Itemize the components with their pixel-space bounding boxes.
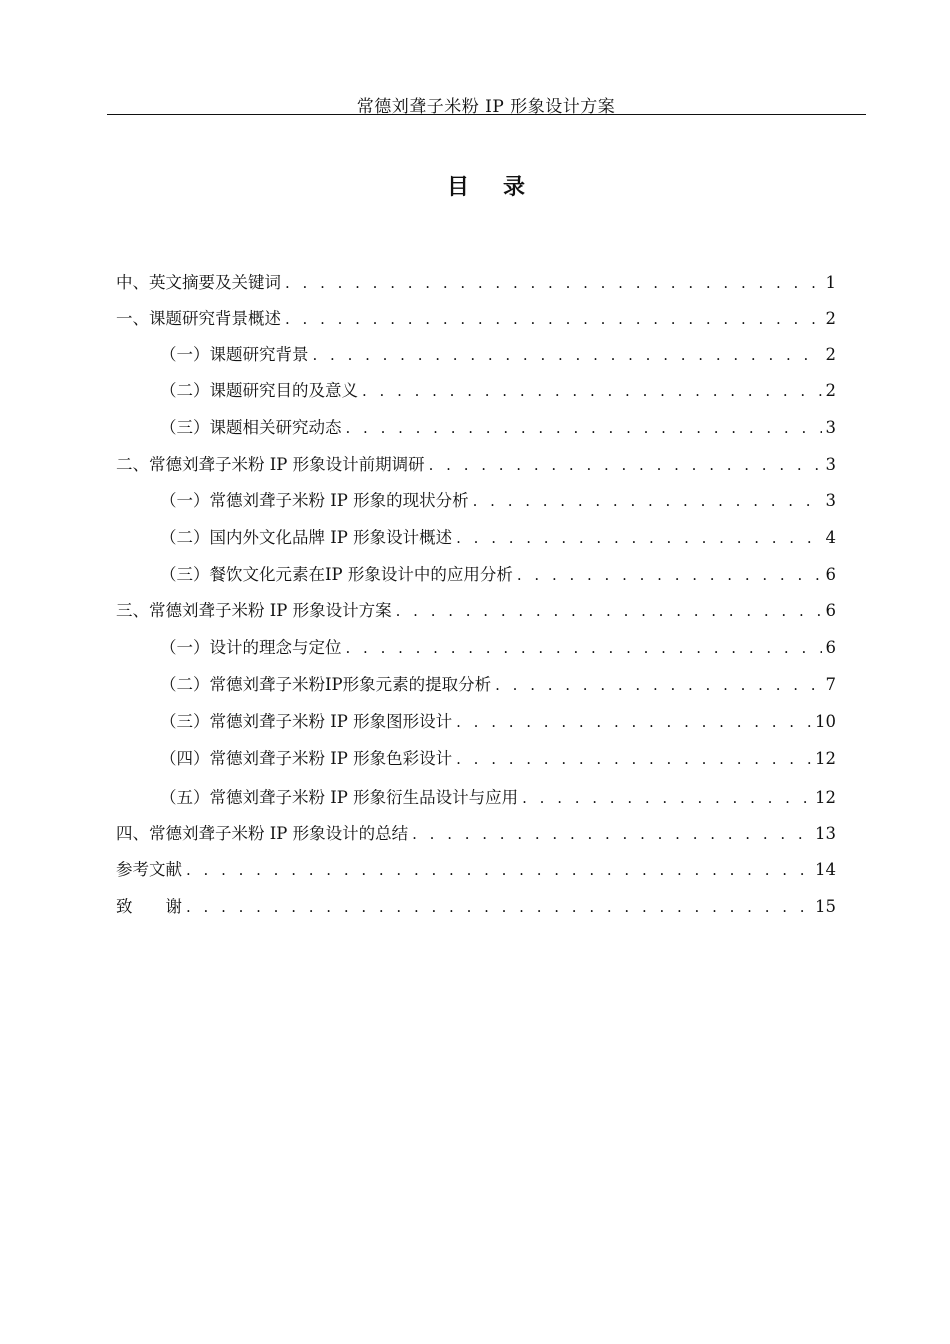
- toc-entry[interactable]: [116, 453, 836, 477]
- toc-entry-page: 4: [825, 528, 836, 547]
- toc-entry-page: 2: [825, 345, 836, 364]
- toc-entry-page: 6: [825, 601, 836, 620]
- toc-leader-dots: [522, 786, 811, 810]
- toc-leader-dots: [285, 307, 822, 331]
- toc-entry-label: （一）常德刘聋子米粉 IP 形象的现状分析: [160, 491, 469, 510]
- toc-entry-page: 2: [825, 381, 836, 400]
- toc-entry-page: 10: [815, 712, 836, 731]
- toc-entry[interactable]: [116, 858, 836, 882]
- toc-entry[interactable]: [160, 636, 836, 660]
- toc-entry-label: 参考文献: [116, 860, 182, 879]
- toc-leader-dots: [362, 379, 822, 403]
- toc-leader-dots: [429, 453, 822, 477]
- toc-leader-dots: [456, 710, 811, 734]
- toc-entry-label: 一、课题研究背景概述: [116, 309, 281, 328]
- toc-entry-page: 12: [815, 749, 836, 768]
- toc-title: 目录: [446, 175, 559, 200]
- toc-entry-label: （三）课题相关研究动态: [160, 418, 342, 437]
- toc-entry-label: （一）课题研究背景: [160, 345, 309, 364]
- toc-leader-dots: [186, 895, 811, 919]
- toc-leader-dots: [396, 599, 822, 623]
- toc-leader-dots: [346, 636, 822, 660]
- toc-entry[interactable]: [116, 271, 836, 295]
- toc-leader-dots: [313, 343, 822, 367]
- toc-entry-page: 6: [825, 565, 836, 584]
- toc-entry-page: 14: [815, 860, 836, 879]
- toc-entry[interactable]: [160, 786, 836, 810]
- toc-entry[interactable]: [160, 526, 836, 550]
- toc-leader-dots: [346, 416, 822, 440]
- toc-entry[interactable]: [116, 895, 836, 919]
- running-header: 常德刘聋子米粉 IP 形象设计方案: [356, 97, 616, 117]
- toc-entry-page: 3: [825, 455, 836, 474]
- toc-entry[interactable]: [160, 563, 836, 587]
- toc-entry-page: 15: [815, 897, 836, 916]
- toc-entry-label: 致 谢: [116, 897, 182, 916]
- toc-entry-page: 6: [825, 638, 836, 657]
- toc-entry[interactable]: [116, 307, 836, 331]
- toc-entry-page: 2: [825, 309, 836, 328]
- toc-entry-page: 12: [815, 788, 836, 807]
- toc-entry-page: 3: [825, 491, 836, 510]
- toc-entry-page: 3: [825, 418, 836, 437]
- toc-entry-page: 1: [825, 273, 836, 292]
- toc-entry-label: （三）常德刘聋子米粉 IP 形象图形设计: [160, 712, 453, 731]
- toc-entry-label: （五）常德刘聋子米粉 IP 形象衍生品设计与应用: [160, 788, 519, 807]
- toc-entry-label: （四）常德刘聋子米粉 IP 形象色彩设计: [160, 749, 453, 768]
- toc-leader-dots: [186, 858, 811, 882]
- toc-leader-dots: [456, 526, 821, 550]
- toc-entry-page: 7: [825, 675, 836, 694]
- toc-leader-dots: [456, 747, 811, 771]
- toc-leader-dots: [412, 822, 811, 846]
- toc-entry-label: 三、常德刘聋子米粉 IP 形象设计方案: [116, 601, 392, 620]
- toc-entry[interactable]: [160, 489, 836, 513]
- toc-entry-page: 13: [815, 824, 836, 843]
- toc-entry-label: 四、常德刘聋子米粉 IP 形象设计的总结: [116, 824, 409, 843]
- toc-entry[interactable]: [160, 343, 836, 367]
- toc-entry[interactable]: [160, 379, 836, 403]
- toc-leader-dots: [473, 489, 822, 513]
- toc-leader-dots: [495, 673, 821, 697]
- toc-entry-label: （二）课题研究目的及意义: [160, 381, 358, 400]
- toc-entry[interactable]: [160, 747, 836, 771]
- toc-entry-label: 中、英文摘要及关键词: [116, 273, 281, 292]
- toc-entry-label: 二、常德刘聋子米粉 IP 形象设计前期调研: [116, 455, 425, 474]
- toc-entry-label: （一）设计的理念与定位: [160, 638, 342, 657]
- toc-entry[interactable]: [160, 673, 836, 697]
- toc-entry[interactable]: [160, 416, 836, 440]
- toc-entry-label: （三）餐饮文化元素在IP 形象设计中的应用分析: [160, 565, 513, 584]
- toc-entry[interactable]: [116, 822, 836, 846]
- toc-entry-label: （二）常德刘聋子米粉IP形象元素的提取分析: [160, 675, 492, 694]
- toc-entry-label: （二）国内外文化品牌 IP 形象设计概述: [160, 528, 453, 547]
- toc-leader-dots: [517, 563, 822, 587]
- toc-entry[interactable]: [160, 710, 836, 734]
- toc-leader-dots: [285, 271, 822, 295]
- toc-entry[interactable]: [116, 599, 836, 623]
